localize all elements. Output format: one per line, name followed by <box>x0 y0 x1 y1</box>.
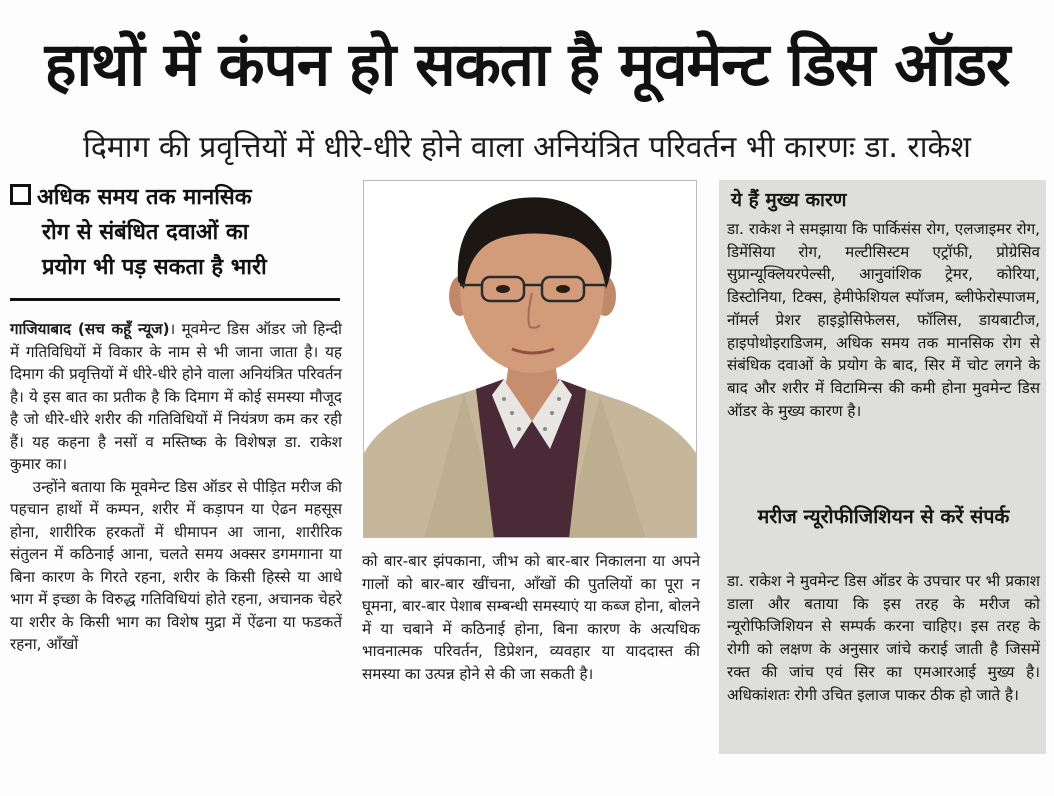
deck <box>10 180 340 285</box>
checkbox-bullet-icon <box>10 184 31 205</box>
sidebar-text-contact: डा. राकेश ने मुवमेन्ट डिस ऑडर के उपचार पर भी प्रकाश डाला और बताया कि इस तरह के मरीज को न्यूरोफिजिशियन से सम्पर्क करना चाहिए। इस तरह के रोगी को लक्षण के अनुसार जांचे कराई जाती है जिसमें रक्त की जांच एवं सिर का एमआरआई मुख्य है। अधिकांशतः रोगी उचित इलाज पाकर ठीक हो जाते है। <box>727 572 1040 704</box>
sidebar-box <box>719 180 1046 754</box>
article-column-2 <box>362 550 700 760</box>
doctor-photo <box>363 180 697 538</box>
headline: हाथों में कंपन हो सकता है मूवमेन्ट डिस ऑडर <box>44 30 1010 100</box>
deck-line-2: रोग से संबंधित दवाओं का <box>42 220 249 245</box>
article-paragraph-2-continued: को बार-बार झंपकाना, जीभ को बार-बार निकालना या अपने गालों को बार-बार खींचना, आँखों की पुतलियों का पूरा न घूमना, बार-बार पेशाब सम्बन्धी समस्याएं या कब्ज होना, बोलने में या चबाने में कठिनाई होना, बिना कारण के अत्यधिक भावनात्मक परिवर्तन, डिप्रेशन, व्यवहार या याददास्त की समस्या का उत्पन्न होने से की जा सकती है। <box>362 552 700 683</box>
dateline: गाजियाबाद (सच कहूँ न्यूज) <box>10 320 170 338</box>
sidebar-heading-contact: मरीज न्यूरोफीजिशियन से करें संपर्क <box>757 505 1010 528</box>
article-paragraph-2: उन्होंने बताया कि मूवमेन्ट डिस ऑडर से पीड़ित मरीज की पहचान हाथों में कम्पन, शरीर में कड़ापन या ऐढन महसूस होना, शारीरिक हरकतों में धीमापन आ जाना, शारीरिक संतुलन में कठिनाई आना, चलते समय अक्सर डगमगाना या बिना कारण के गिरते रहना, शरीर के किसी हिस्से या आधे भाग में इच्छा के विरुद्ध गतिविधियां होते रहना, अचानक चेहरे या शरीर के किसी भाग का विशेष मुद्रा में ऐंढना या फडकतें रहना, आँखों <box>10 477 342 653</box>
deck-line-3: प्रयोग भी पड़ सकता है भारी <box>42 255 267 280</box>
sidebar-text-causes: डा. राकेश ने समझाया कि पार्किसंस रोग, एलजाइमर रोग, डिमेंसिया रोग, मल्टीसिस्टम एट्रॉफी, प्रोग्रेसिव सुप्रान्यूक्लियरपेल्सी, आनुवांशिक ट्रेमर, कोरिया, डिस्टोनिया, टिक्स, हेमीफेशियल स्पॉजम, ब्लीफेरोस्पाजम, नॉमर्ल प्रेशर हाइड्रोसिफेलस, फॉलिस, डायबाटीज, हाइपोथोइराडिजम, अधिक समय तक मानसिक रोग से संबंधिक दवाओं के प्रयोग के बाद, सिर में चोट लगने के बाद और शरीर में विटामिन्स की कमी होना मुवमेन्ट डिस ऑडर के मुख्य कारण है। <box>727 220 1040 420</box>
doctor-portrait-illustration <box>364 181 697 538</box>
article-paragraph-1 <box>10 318 342 476</box>
article-paragraph-1-text: । मूवमेन्ट डिस ऑडर जो हिन्दी में गतिविधियों में विकार के नाम से भी जाना जाता है। यह दिमाग की प्रवृत्तियों में धीरे-धीरे होने वाला अनियंत्रित परिवर्तन है। ये इस बात का प्रतीक है कि दिमाग में कोई समस्या मौजूद है जो धीरे-धीरे शरीर की गतिविधियों में नियंत्रण कम कर रही हैं। यह कहना है नसों व मस्तिष्क के विशेषज्ञ डा. राकेश कुमार का। <box>10 320 342 473</box>
deck-line-1: अधिक समय तक मानसिक <box>37 185 252 210</box>
subheadline: दिमाग की प्रवृत्तियों में धीरे-धीरे होने वाला अनियंत्रित परिवर्तन भी कारणः डा. राकेश <box>83 130 971 165</box>
sidebar-heading-causes: ये हैं मुख्य कारण <box>731 189 847 211</box>
deck-divider <box>10 298 340 301</box>
article-column-1 <box>10 318 342 758</box>
